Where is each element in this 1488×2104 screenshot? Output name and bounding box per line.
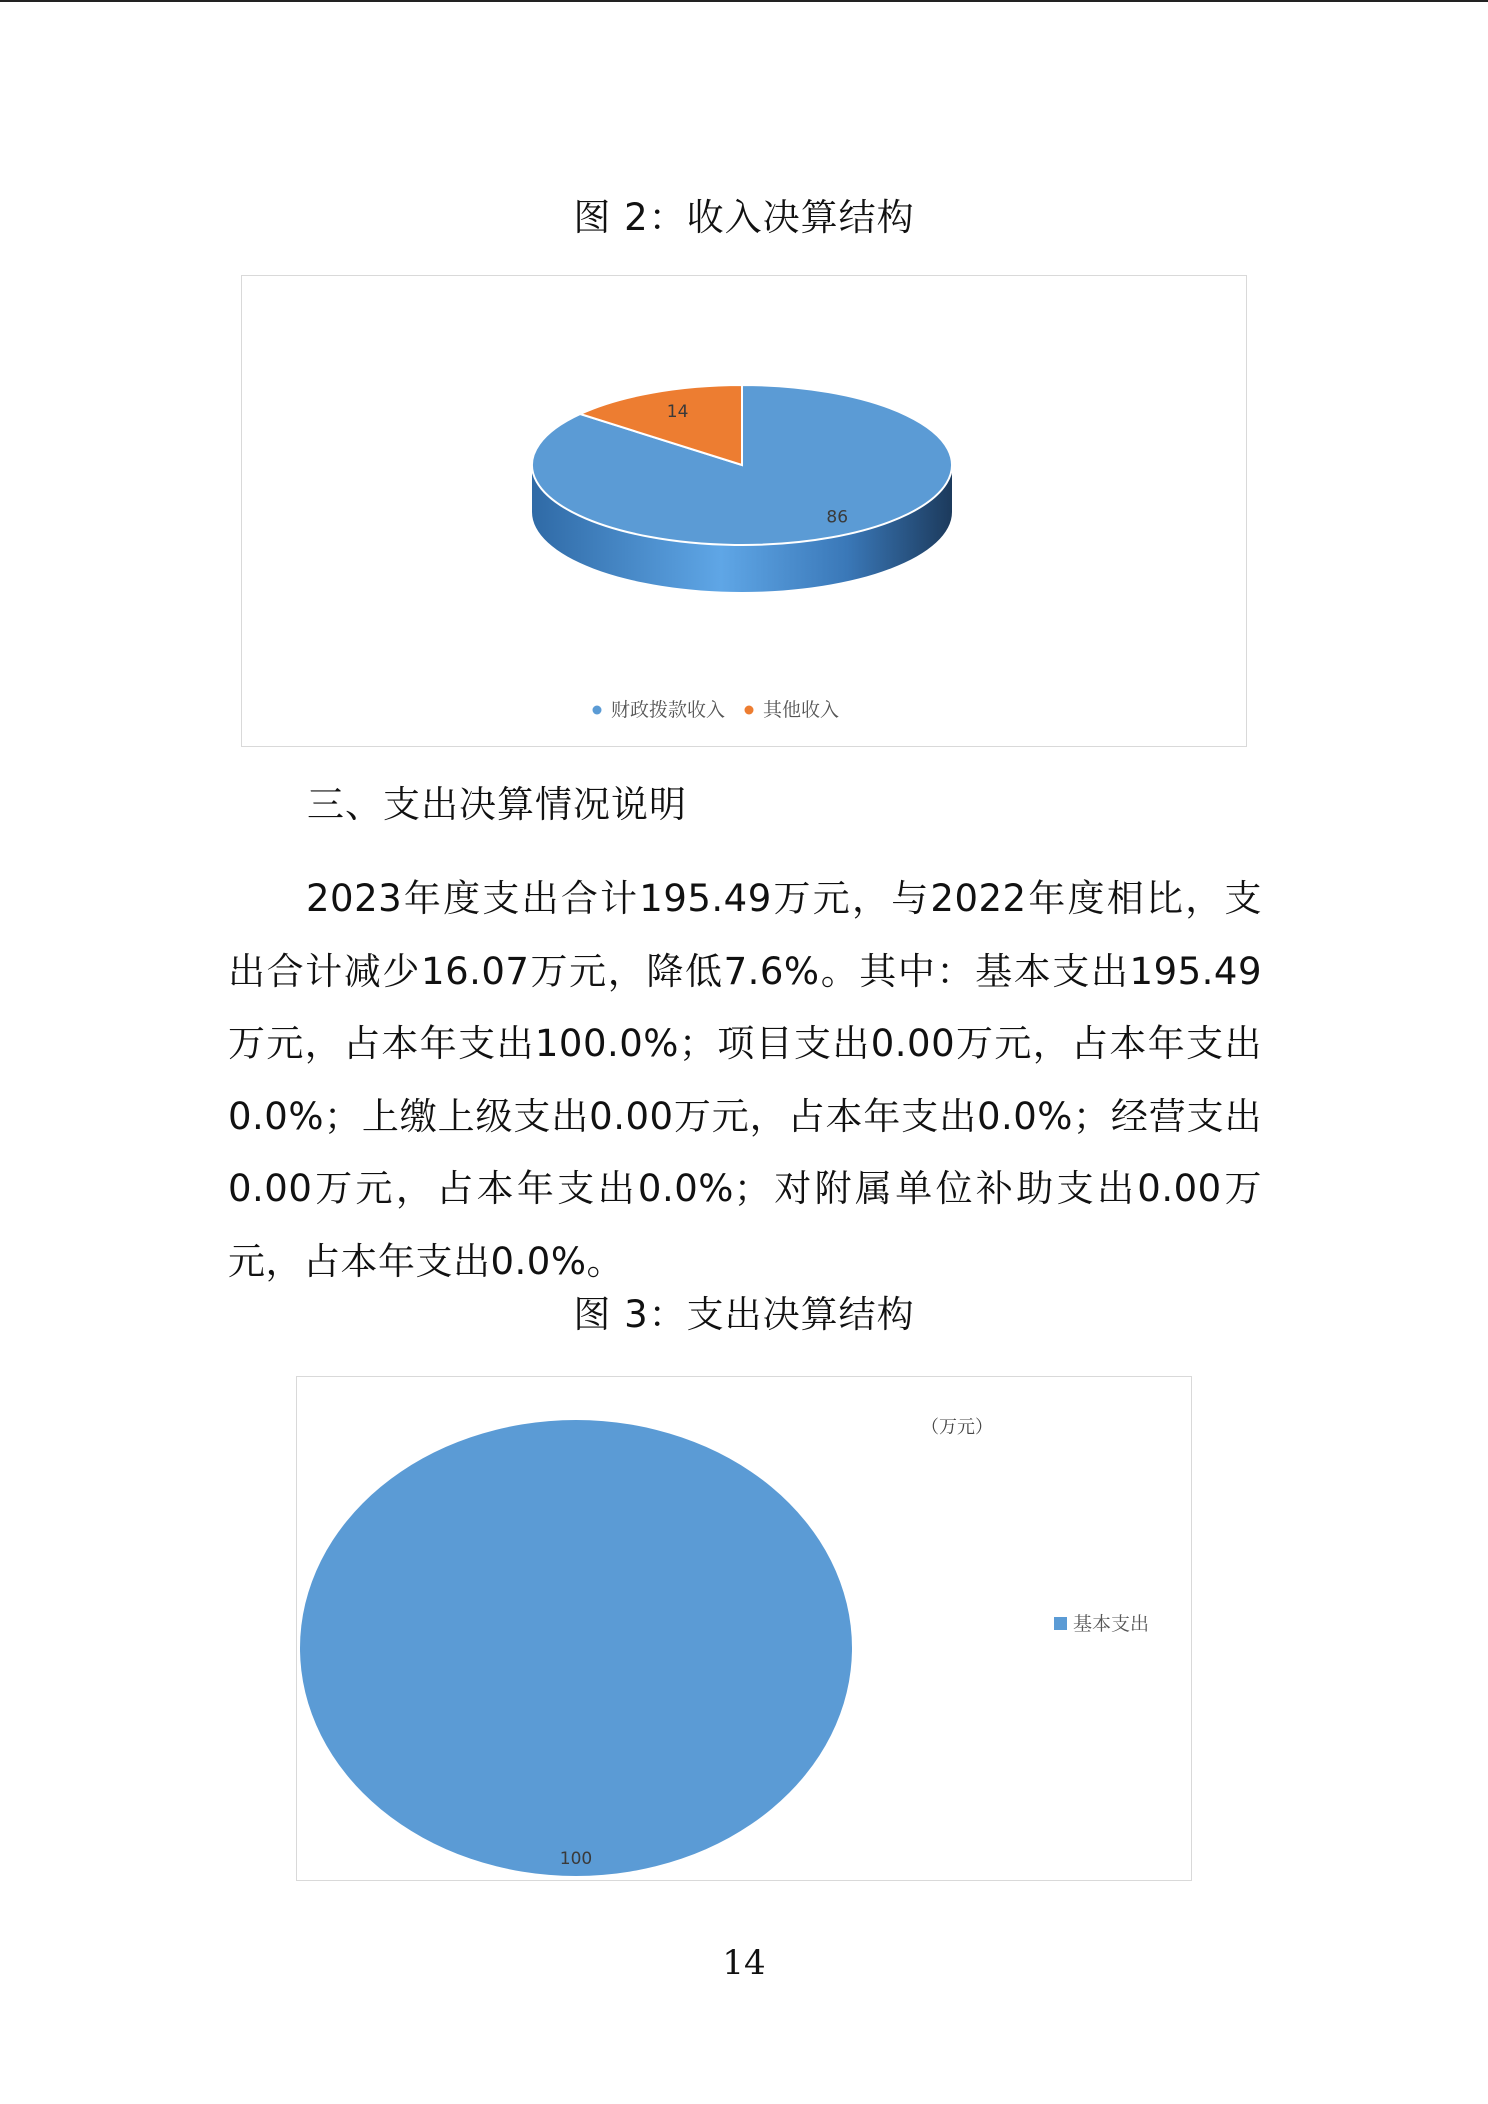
figure-2-caption: 图 2：收入决算结构 [573,196,915,239]
legend-label: 财政拨款收入 [611,699,726,721]
pie-labels [560,1849,592,1869]
page-number: 14 [722,1943,766,1983]
data-label: 86 [826,507,849,528]
legend-swatch [593,706,602,715]
income-pie-svg [242,276,1248,748]
legend-swatch [745,706,754,715]
expenditure-structure-chart [296,1376,1192,1881]
expenditure-pie-svg [297,1377,1193,1882]
data-label: 100 [559,1849,593,1869]
income-structure-chart [241,275,1247,747]
pie-slice-basic-expenditure [300,1420,852,1876]
unit-note: （万元） [921,1417,993,1438]
chart-legend [593,699,840,721]
chart-legend [1054,1613,1149,1635]
figure-3-caption: 图 3：支出决算结构 [573,1293,915,1336]
pie-slices [300,1420,852,1876]
expenditure-paragraph: 2023年度支出合计195.49万元，与2022年度相比，支出合计减少16.07万元，降低7.6%。其中：基本支出195.49万元，占本年支出100.0%；项目支出0.00万元，占本年支出0.0%；上缴上级支出0.00万元，占本年支出0.0%；经营支出0.00万元，占本年支出0.0%；对附属单位补助支出0.00万元，占本年支出0.0%。 [228,877,1262,1283]
page-top-rule [0,0,1488,2]
legend-label: 基本支出 [1073,1613,1150,1635]
legend-swatch [1054,1617,1067,1630]
data-label: 14 [666,401,689,422]
legend-label: 其他收入 [763,699,840,721]
section-heading: 三、支出决算情况说明 [307,783,687,826]
pie-top [532,385,952,545]
